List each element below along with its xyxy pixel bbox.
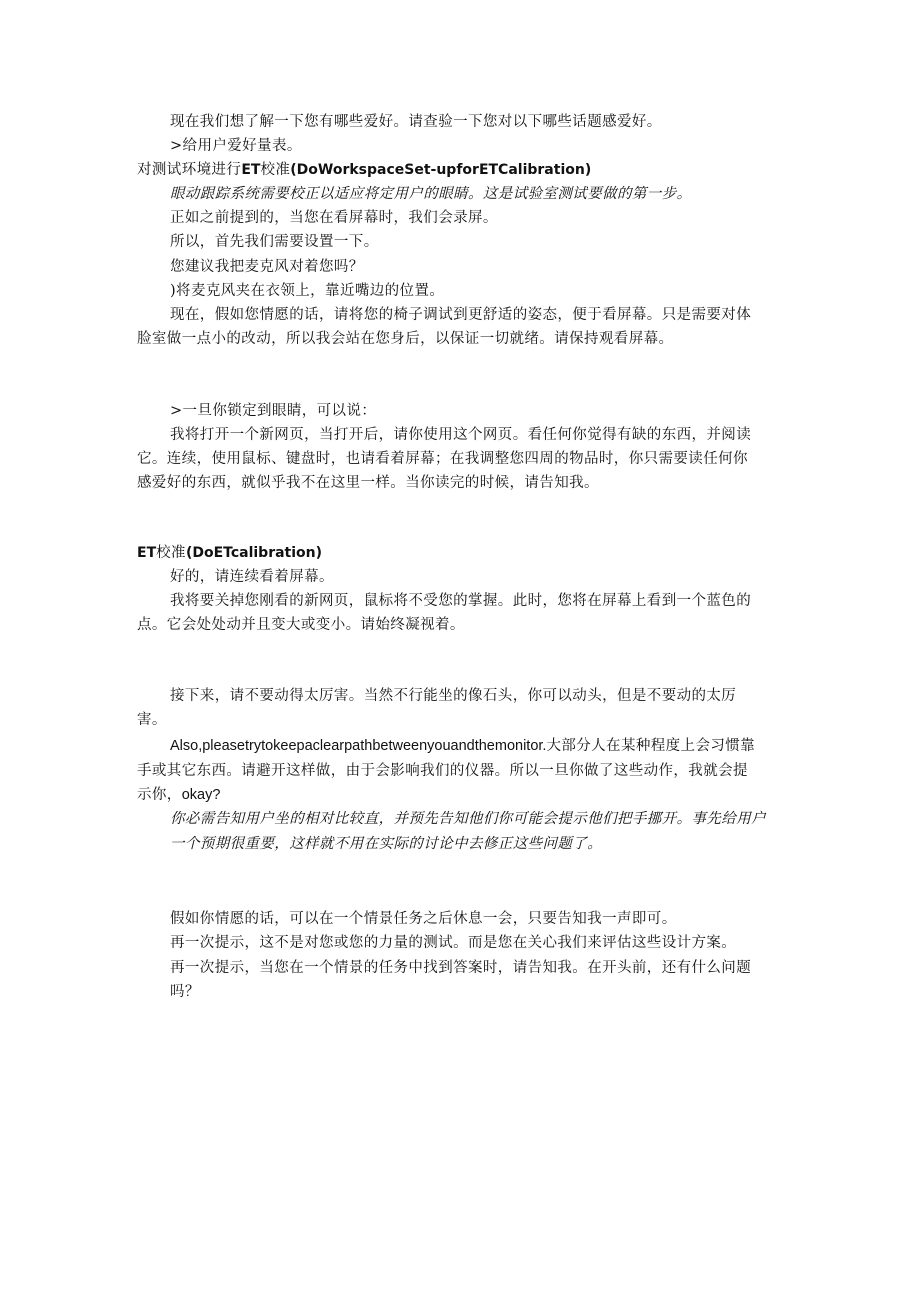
paragraph-line-mixed [170,736,755,756]
instruction-note: >给用户爱好量表。 [170,138,302,154]
paragraph-line: 所以，首先我们需要设置一下。 [170,234,379,250]
paragraph-line: 假如你情愿的话，可以在一个情景任务之后休息一会，只要告知我一声即可。 [170,911,677,927]
paragraph-line: 现在我们想了解一下您有哪些爱好。请查验一下您对以下哪些话题感爱好。 [170,114,662,130]
paragraph-line: 好的，请连续看着屏幕。 [170,569,334,585]
english-word: okay? [181,787,221,803]
paragraph-line: 脸室做一点小的改动，所以我会站在您身后，以保证一切就绪。请保持观看屏幕。 [137,331,674,347]
heading-english: (DoETcalibration) [185,545,323,561]
paragraph-line-mixed [137,785,220,805]
instruction-note: >一旦你锁定到眼睛，可以说： [170,403,377,419]
italic-note: 一个预期很重要，这样就不用在实际的讨论中去修正这些问题了。 [170,836,603,852]
heading-mid: 校准 [156,545,186,561]
paragraph-line: 手或其它东西。请避开这样做，由于会影响我们的仪器。所以一旦你做了这些动作，我就会提 [137,763,748,779]
paragraph-line: 接下来，请不要动得太厉害。当然不行能坐的像石头，你可以动头，但是不要动的太厉 [170,688,737,704]
chinese-sentence: 示你， [137,787,182,803]
paragraph-line: 再一次提示，这不是对您或您的力量的测试。而是您在关心我们来评估这些设计方案。 [170,935,737,951]
heading-et: ET [137,545,157,561]
italic-note: 眼动跟踪系统需要校正以适应将定用户的眼睛。这是试验室测试要做的第一步。 [170,186,692,202]
paragraph-line: 再一次提示，当您在一个情景的任务中找到答案时，请告知我。在开头前，还有什么问题 [170,960,752,976]
paragraph-line: 正如之前提到的，当您在看屏幕时，我们会录屏。 [170,210,498,226]
paragraph-line: 我将要关掉您刚看的新网页，鼠标将不受您的掌握。此时，您将在屏幕上看到一个蓝色的 [170,593,752,609]
heading-et: ET [241,162,261,178]
chinese-sentence: 大部分人在某种程度上会习惯靠 [546,738,756,754]
paragraph-line: 点。它会处处动并且变大或变小。请始终凝视着。 [137,617,465,633]
section-heading-et-calibration [137,543,322,563]
paragraph-line: 它。连续，使用鼠标、键盘时，也请看着屏幕；在我调整您四周的物品时，你只需要读任何你 [137,451,748,467]
paragraph-line: 您建议我把麦克风对着您吗？ [170,259,364,275]
italic-note: 你必需告知用户坐的相对比较直，并预先告知他们你可能会提示他们把手挪开。事先给用户 [170,811,766,827]
paragraph-line: 害。 [137,712,167,728]
paragraph-line: 感爱好的东西，就似乎我不在这里一样。当你读完的时候，请告知我。 [137,475,599,491]
paragraph-line: )将麦克风夹在衣领上，靠近嘴边的位置。 [170,283,445,299]
paragraph-line: 我将打开一个新网页，当打开后，请你使用这个网页。看任何你觉得有缺的东西，并阅读 [170,427,752,443]
paragraph-line: 现在，假如您情愿的话，请将您的椅子调试到更舒适的姿态，便于看屏幕。只是需要对体 [170,307,752,323]
section-heading-workspace-setup [137,160,591,180]
english-sentence: Also,pleasetrytokeepaclearpathbetweenyouandthemonitor. [170,738,547,754]
heading-mid: 校准 [260,162,291,178]
heading-english: (DoWorkspaceSet-upforETCalibration) [290,162,592,178]
heading-prefix: 对测试环境进行 [137,162,242,178]
paragraph-line: 吗？ [170,984,200,1000]
